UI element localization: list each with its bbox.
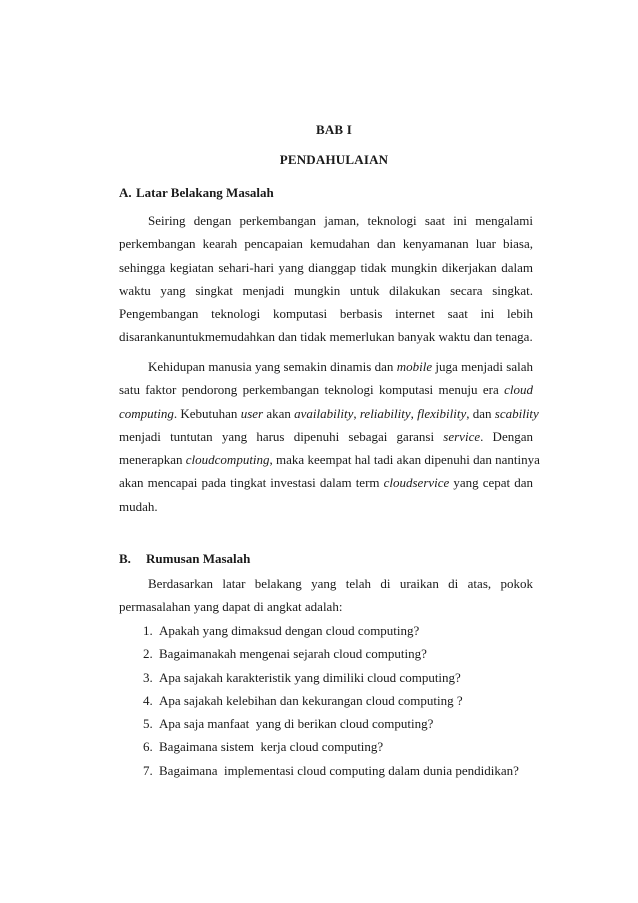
list-number: 3. bbox=[143, 669, 153, 685]
text-run: menjadi tuntutan yang harus dipenuhi sebagai garansi bbox=[119, 428, 444, 444]
list-text: Apa sajakah kelebihan dan kekurangan cloud computing ? bbox=[159, 692, 463, 708]
list-text: Bagaimanakah mengenai sejarah cloud computing? bbox=[159, 646, 427, 662]
list-text: Bagaimana implementasi cloud computing dalam dunia pendidikan? bbox=[159, 762, 519, 778]
list-text: Bagaimana sistem kerja cloud computing? bbox=[159, 739, 384, 755]
paragraph-line bbox=[119, 378, 533, 401]
text-run: Kehidupan manusia yang semakin dinamis dan bbox=[148, 359, 397, 374]
list-item bbox=[143, 689, 519, 712]
italic-term: service bbox=[443, 428, 481, 444]
text-run: akan mencapai pada tingkat investasi dalam term bbox=[119, 475, 384, 491]
chapter-title: PENDAHULAIAN bbox=[279, 152, 389, 167]
paragraph-line: disarankanuntukmemudahkan dan tidak memerlukan banyak waktu dan tenaga. bbox=[119, 329, 533, 345]
text-run: juga menjadi salah bbox=[432, 359, 534, 374]
italic-term: cloudservice bbox=[383, 475, 450, 491]
paragraph-line: Pengembangan teknologi komputasi berbasis internet saat ini lebih bbox=[119, 306, 533, 322]
list-text: Apa saja manfaat yang di berikan cloud computing? bbox=[159, 716, 434, 732]
list-number: 7. bbox=[143, 762, 153, 778]
chapter-number: BAB I bbox=[315, 122, 353, 137]
italic-term: computing bbox=[119, 405, 174, 421]
paragraph-line: waktu yang singkat menjadi mungkin untuk dilakukan secara singkat. bbox=[119, 282, 533, 298]
section-a-heading bbox=[119, 185, 274, 201]
paragraph-line bbox=[119, 355, 533, 378]
paragraph-line: sehingga kegiatan sehari-hari yang dianggap tidak mungkin dikerjakan dalam bbox=[119, 259, 533, 275]
italic-term: flexibility bbox=[417, 405, 467, 421]
list-item bbox=[143, 712, 519, 735]
text-run: akan bbox=[263, 405, 295, 421]
list-number: 4. bbox=[143, 692, 153, 708]
text-run: yang cepat dan bbox=[449, 475, 533, 491]
text-run: , bbox=[410, 405, 418, 421]
list-item bbox=[143, 735, 519, 758]
text-run: satu faktor pendorong perkembangan teknologi komputasi menuju era bbox=[119, 382, 505, 398]
list-item bbox=[143, 619, 519, 642]
italic-term: reliability bbox=[359, 405, 411, 421]
paragraph-line: Seiring dengan perkembangan jaman, teknologi saat ini mengalami bbox=[148, 213, 533, 228]
text-run: , maka keempat hal tadi akan dipenuhi dan nantinya bbox=[269, 452, 540, 468]
italic-term: availability bbox=[294, 405, 354, 421]
paragraph-line: mudah. bbox=[119, 498, 158, 514]
list-text: Apa sajakah karakteristik yang dimiliki cloud computing? bbox=[159, 669, 461, 685]
text-run: . Dengan bbox=[480, 428, 533, 444]
list-item bbox=[143, 642, 519, 665]
section-a-marker: A. bbox=[119, 185, 132, 200]
text-run: , bbox=[353, 405, 360, 421]
paragraph-line: perkembangan kearah pencapaian kemudahan dan kenyamanan luar biasa, bbox=[119, 236, 533, 252]
list-text: Apakah yang dimaksud dengan cloud computing? bbox=[159, 623, 420, 638]
text-run: . Kebutuhan bbox=[173, 405, 241, 421]
text-run: , dan bbox=[466, 405, 495, 421]
paragraph-line bbox=[119, 425, 533, 448]
section-a-title: Latar Belakang Masalah bbox=[136, 185, 274, 200]
italic-term: cloud bbox=[504, 382, 533, 398]
paragraph-line bbox=[119, 448, 540, 471]
italic-term: cloudcomputing bbox=[185, 452, 270, 468]
paragraph-line: permasalahan yang dapat di angkat adalah: bbox=[119, 599, 343, 615]
list-item bbox=[143, 759, 519, 782]
italic-term: user bbox=[240, 405, 264, 421]
section-b-marker: B. bbox=[119, 551, 131, 566]
section-b-heading bbox=[119, 551, 250, 567]
section-a-paragraph-2 bbox=[119, 355, 540, 518]
list-number: 6. bbox=[143, 739, 153, 755]
problem-list bbox=[143, 619, 519, 782]
italic-term: mobile bbox=[396, 359, 433, 374]
paragraph-line bbox=[119, 402, 539, 425]
section-b-intro bbox=[119, 572, 533, 619]
text-run: menerapkan bbox=[119, 452, 186, 468]
paragraph-line bbox=[119, 471, 533, 494]
list-item bbox=[143, 666, 519, 689]
list-number: 2. bbox=[143, 646, 153, 662]
italic-term: scability bbox=[494, 405, 539, 421]
paragraph-line: Berdasarkan latar belakang yang telah di uraikan di atas, pokok bbox=[148, 576, 533, 591]
section-a-paragraph-1 bbox=[119, 209, 533, 349]
list-number: 5. bbox=[143, 716, 153, 732]
section-b-title: Rumusan Masalah bbox=[146, 551, 251, 566]
list-number: 1. bbox=[143, 623, 153, 638]
